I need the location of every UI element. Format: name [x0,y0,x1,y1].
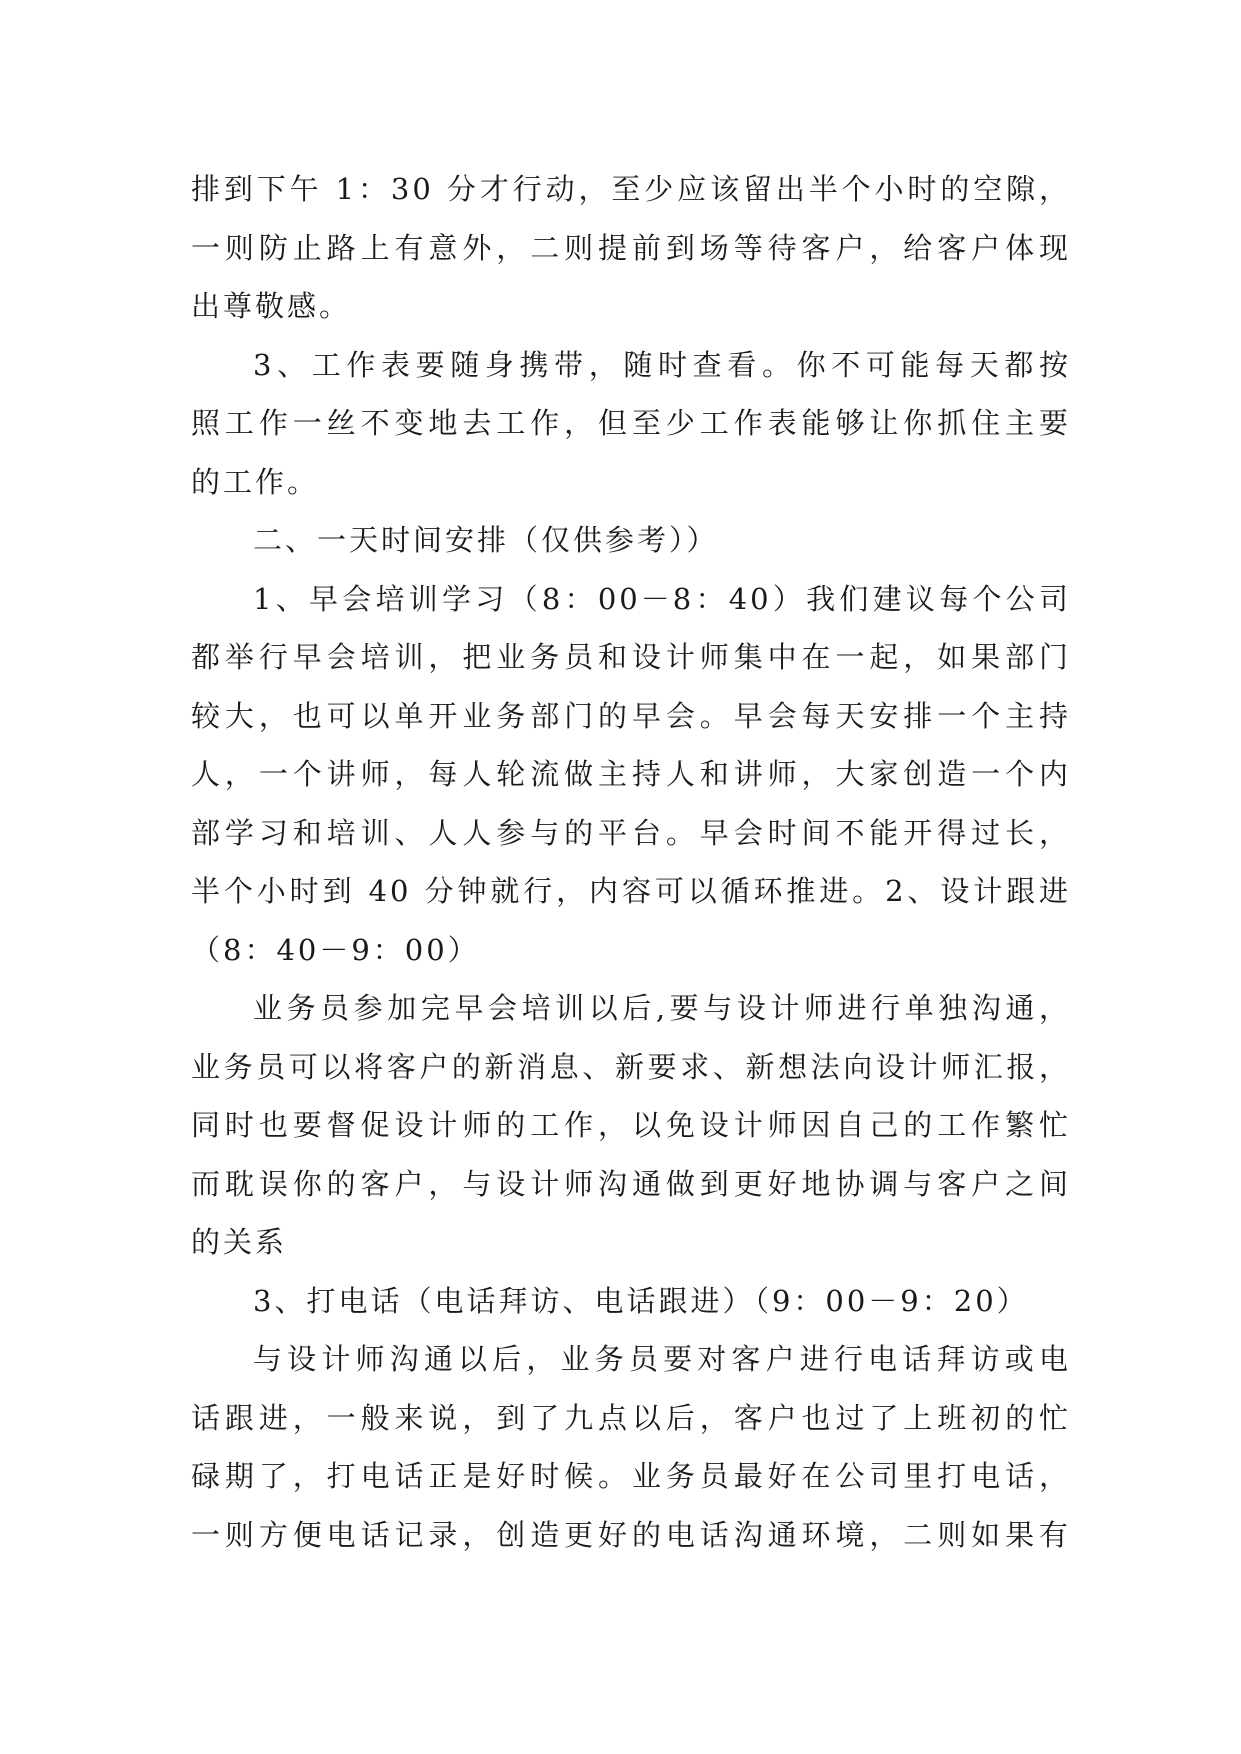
paragraph-start-line: 业务员参加完早会培训以后,要与设计师进行单独沟通， [253,991,1071,1025]
document-page [191,160,1071,1564]
text-line: 碌期了，打电话正是好时候。业务员最好在公司里打电话， [191,1459,1071,1493]
text-line: 半个小时到 40 分钟就行，内容可以循环推进。2、设计跟进 [191,874,1071,908]
text-line: 排到下午 1：30 分才行动，至少应该留出半个小时的空隙， [191,172,1071,206]
text-line: 出尊敬感。 [191,289,352,323]
text-line: 的关系 [191,1225,288,1259]
text-line: 照工作一丝不变地去工作，但至少工作表能够让你抓住主要 [191,406,1071,440]
text-line: 而耽误你的客户，与设计师沟通做到更好地协调与客户之间 [191,1166,1071,1201]
paragraph-start-line: 与设计师沟通以后，业务员要对客户进行电话拜访或电 [253,1342,1071,1376]
text-line: 一则防止路上有意外，二则提前到场等待客户，给客户体现 [191,230,1071,265]
text-line: 人，一个讲师，每人轮流做主持人和讲师，大家创造一个内 [191,757,1071,791]
section-heading: 二、一天时间安排（仅供参考）） [253,523,719,557]
text-line: 业务员可以将客户的新消息、新要求、新想法向设计师汇报， [191,1049,1071,1084]
text-line: 一则方便电话记录，创造更好的电话沟通环境，二则如果有 [191,1517,1071,1552]
paragraph-start-line: 3、工作表要随身携带，随时查看。你不可能每天都按 [253,347,1071,382]
text-line: 较大，也可以单开业务部门的早会。早会每天安排一个主持 [191,698,1071,733]
text-line: 话跟进，一般来说，到了九点以后，客户也过了上班初的忙 [191,1400,1071,1435]
text-line: （8：40－9：00） [191,932,480,967]
section-heading: 3、打电话（电话拜访、电话跟进）（9：00－9：20） [253,1283,1029,1318]
text-line: 都举行早会培训，把业务员和设计师集中在一起，如果部门 [191,640,1071,674]
text-line: 的工作。 [191,464,320,499]
text-line: 部学习和培训、人人参与的平台。早会时间不能开得过长， [191,815,1071,850]
text-line: 同时也要督促设计师的工作，以免设计师因自己的工作繁忙 [191,1108,1071,1142]
paragraph-start-line: 1、早会培训学习（8：00－8：40）我们建议每个公司 [253,581,1071,616]
